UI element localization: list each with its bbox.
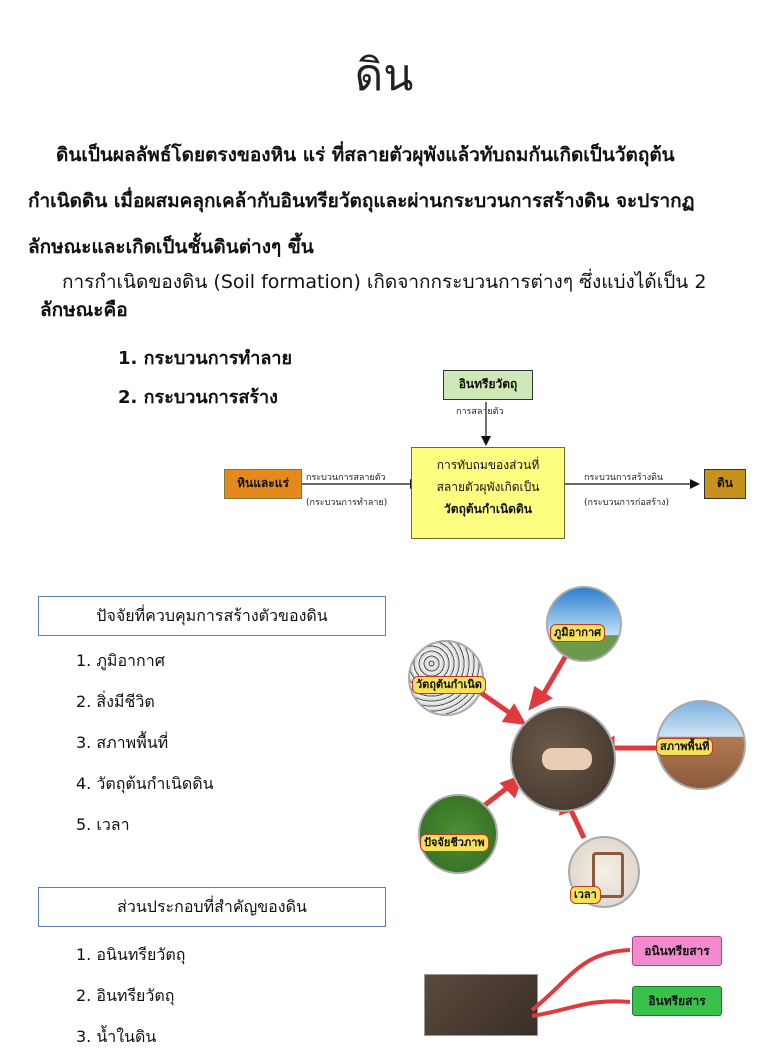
soil-components-graphic [420,930,768,1024]
page-title: ดิน [354,50,414,101]
component-item: 2. อินทรียวัตถุ [76,986,175,1005]
left-arrow-bottom-label: (กระบวนการทำลาย) [306,498,388,508]
factors-header: ปัจจัยที่ควบคุมการสร้างตัวของดิน [38,596,386,636]
right-arrow-top-label: กระบวนการสร้างดิน [584,473,664,483]
hands-icon [542,748,592,770]
time-label: เวลา [570,886,601,904]
components-header: ส่วนประกอบที่สำคัญของดิน [38,887,386,927]
process-item-2: 2. กระบวนการสร้าง [118,387,278,408]
formation-line-1: การกำเนิดของดิน (Soil formation) เกิดจากกระบวนการต่างๆ ซึ่งแบ่งได้เป็น 2 [62,271,707,293]
climate-label: ภูมิอากาศ [550,624,605,642]
rock-mineral-box: หินและแร่ [224,469,302,499]
inorganic-tag: อนินทรียสาร [632,936,722,966]
factor-item: 5. เวลา [76,815,130,834]
parent-material-box [411,447,565,539]
intro-line-2: กำเนิดดิน เมื่อผสมคลุกเคล้ากับอินทรียวัตถุและผ่านกระบวนการสร้างดิน จะปรากฏ [28,190,695,212]
right-arrow-bottom-label: (กระบวนการก่อสร้าง) [584,498,670,508]
decomposition-label: การสลายตัว [456,407,504,417]
process-item-1: 1. กระบวนการทำลาย [118,348,293,369]
factor-item: 4. วัตถุต้นกำเนิดดิน [76,774,214,793]
components-list [76,934,185,1057]
parent-material-label: วัตถุต้นกำเนิด [412,676,486,694]
soil-hands-image [510,706,616,812]
left-arrow-top-label: กระบวนการสลายตัว [306,473,386,483]
factors-list [76,640,214,845]
factor-item: 1. ภูมิอากาศ [76,651,165,670]
component-item: 1. อนินทรียวัตถุ [76,945,186,964]
factor-item: 2. สิ่งมีชีวิต [76,692,155,711]
organic-tag: อินทรียสาร [632,986,722,1016]
intro-line-3: ลักษณะและเกิดเป็นชั้นดินต่างๆ ขึ้น [28,236,314,258]
topography-label: สภาพพื้นที่ [656,738,713,756]
soil-result-box: ดิน [704,469,746,499]
organic-matter-box: อินทรียวัตถุ [443,370,533,400]
mid-line-3: วัตถุต้นกำเนิดดิน [444,502,532,516]
organisms-label: ปัจจัยชีวภาพ [420,834,489,852]
factor-item: 3. สภาพพื้นที่ [76,733,169,752]
mid-line-2: สลายตัวผุพังเกิดเป็น [436,480,540,494]
mid-line-1: การทับถมของส่วนที่ [436,458,540,472]
component-item: 3. น้ำในดิน [76,1027,157,1046]
soil-factors-graphic [400,580,760,910]
intro-line-1: ดินเป็นผลลัพธ์โดยตรงของหิน แร่ ที่สลายตัวผุพังแล้วทับถมกันเกิดเป็นวัตถุต้น [56,144,675,166]
formation-line-2: ลักษณะคือ [40,299,128,321]
